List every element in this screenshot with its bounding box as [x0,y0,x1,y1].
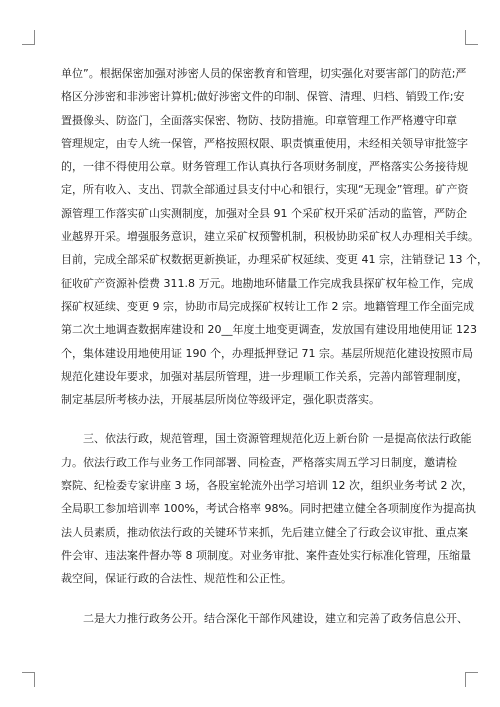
text-line: 置摄像头、防盗门，全面落实保密、物防、技防措施。印章管理工作严格遵守印章 [61,113,457,127]
section-heading-line: 三、依法行政，规范管理，国土资源管理规范化迈上新台阶 一是提高依法行政能 [83,432,472,446]
text-line: 探矿权延续、变更 9 宗，协助市局完成探矿权转让工作 2 宗。地籍管理工作全面完成 [61,299,474,313]
text-line: 件会审、违法案件督办等 8 项制度。对业务审批、案件查处实行标准化管理，压缩量 [61,548,471,562]
crop-mark-bottom-left [22,672,35,687]
crop-mark-top-left [22,30,35,45]
crop-mark-top-right [465,30,478,45]
text-line: 全局职工参加培训率 100%，考试合格率 98%。同时把建立健全各项制度作为提高执 [61,502,476,516]
text-line: 的，一律不得使用公章。财务管理工作认真执行各项财务制度，严格落实公务接待规 [61,160,468,174]
text-line: 格区分涉密和非涉密计算机;做好涉密文件的印制、保管、清理、归档、销毁工作;安 [61,90,465,104]
text-line: 源管理工作落实矿山实测制度，加强对全县 91 个采矿权开采矿活动的监管，严防企 [61,206,467,220]
text-line: 裁空间，保证行政的合法性、规范性和公正性。 [61,572,292,586]
text-line: 察院、纪检委专家讲座 3 场，各股室轮流外出学习培训 12 次，组织业务考试 2 次， [61,479,473,493]
paragraph-gap [61,411,440,427]
text-line: 业越界开采。增强服务意识，建立采矿权预警机制，积极协助采矿权人办理相关手续。 [61,230,479,244]
text-line: 规范化建设年要求，加强对基层所管理，进一步理顺工作关系，完善内部管理制度， [61,369,468,383]
text-line: 二是大力推行政务公开。结合深化干部作风建设，建立和完善了政务信息公开、 [83,611,468,625]
text-line: 管理规定，由专人统一保管，严格按照权限、职责慎重使用，未经相关领导审批签字 [61,136,468,150]
text-line: 目前，完成全部采矿权数据更新换证，办理采矿权延续、变更 41 宗，注销登记 13 个， [61,253,488,267]
text-line: 力。依法行政工作与业务工作同部署、同检查，严格落实周五学习日制度，邀请检 [61,455,457,469]
text-line: 定，所有收入、支出、罚款全部通过县支付中心和银行，实现“无现金”管理。矿产资 [61,183,469,197]
text-line: 单位”。根据保密加强对涉密人员的保密教育和管理，切实强化对要害部门的防范;严 [61,67,467,80]
text-line: 第二次土地调查数据库建设和 20__年度土地变更调查，发放国有建设用地使用证 123 [61,323,477,337]
document-body [61,62,488,630]
text-line: 法人员素质，推动依法行政的关键环节来抓，先后建立健全了行政会议审批、重点案 [61,525,468,539]
text-line: 征收矿产资源补偿费 311.8 万元。地勘地环储量工作完成我县探矿权年检工作，完成 [61,276,474,290]
text-line: 制定基层所考核办法，开展基层所岗位等级评定，强化职责落实。 [61,393,380,407]
paragraph-gap [61,591,440,607]
text-line: 个，集体建设用地使用证 190 个，办理抵押登记 71 宗。基层所规范化建设按照市局 [61,346,473,360]
crop-mark-bottom-right [465,672,478,687]
